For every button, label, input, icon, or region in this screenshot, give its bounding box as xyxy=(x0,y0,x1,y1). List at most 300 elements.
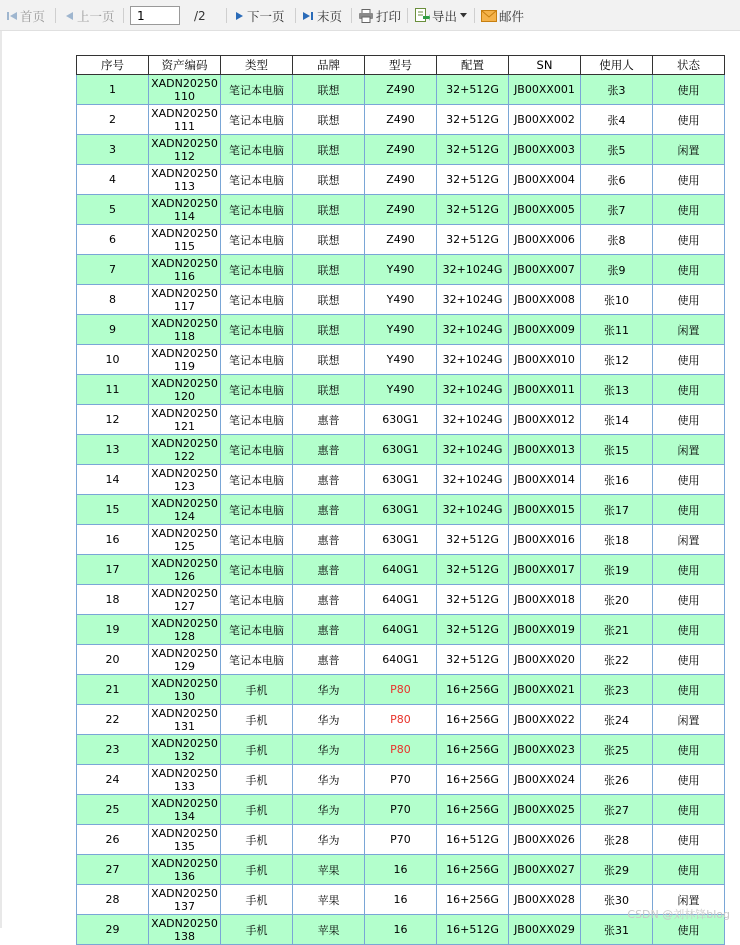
cell-sn: JB00XX001 xyxy=(509,75,581,105)
table-row xyxy=(77,825,725,855)
cell-brand: 苹果 xyxy=(293,915,365,945)
cell-model: 630G1 xyxy=(365,495,437,525)
cell-model: P70 xyxy=(365,765,437,795)
cell-status: 使用 xyxy=(653,405,725,435)
cell-model: Z490 xyxy=(365,195,437,225)
cell-config: 32+1024G xyxy=(437,285,509,315)
cell-model: Y490 xyxy=(365,315,437,345)
cell-sn: JB00XX005 xyxy=(509,195,581,225)
column-header-user: 使用人 xyxy=(581,56,653,75)
cell-model: Z490 xyxy=(365,135,437,165)
cell-config: 32+512G xyxy=(437,615,509,645)
cell-config: 32+512G xyxy=(437,645,509,675)
cell-config: 32+1024G xyxy=(437,435,509,465)
cell-status: 使用 xyxy=(653,495,725,525)
cell-sn: JB00XX024 xyxy=(509,765,581,795)
cell-asset-code: XADN20250110 xyxy=(149,75,221,105)
cell-type: 笔记本电脑 xyxy=(221,585,293,615)
cell-model: Z490 xyxy=(365,165,437,195)
cell-model: 16 xyxy=(365,885,437,915)
cell-config: 16+256G xyxy=(437,735,509,765)
cell-type: 笔记本电脑 xyxy=(221,105,293,135)
table-row xyxy=(77,435,725,465)
cell-model: Z490 xyxy=(365,75,437,105)
cell-brand: 华为 xyxy=(293,735,365,765)
cell-user: 张25 xyxy=(581,735,653,765)
cell-brand: 联想 xyxy=(293,135,365,165)
cell-type: 笔记本电脑 xyxy=(221,495,293,525)
cell-config: 32+512G xyxy=(437,105,509,135)
table-row xyxy=(77,195,725,225)
cell-type: 笔记本电脑 xyxy=(221,375,293,405)
cell-sn: JB00XX021 xyxy=(509,675,581,705)
cell-user: 张15 xyxy=(581,435,653,465)
cell-brand: 华为 xyxy=(293,675,365,705)
cell-user: 张22 xyxy=(581,645,653,675)
cell-asset-code: XADN20250118 xyxy=(149,315,221,345)
cell-sn: JB00XX020 xyxy=(509,645,581,675)
cell-type: 笔记本电脑 xyxy=(221,165,293,195)
cell-brand: 苹果 xyxy=(293,855,365,885)
table-row xyxy=(77,405,725,435)
cell-asset-code: XADN20250136 xyxy=(149,855,221,885)
table-row xyxy=(77,75,725,105)
cell-user: 张20 xyxy=(581,585,653,615)
cell-brand: 华为 xyxy=(293,765,365,795)
cell-status: 使用 xyxy=(653,675,725,705)
last-page-button[interactable] xyxy=(302,0,342,31)
cell-brand: 惠普 xyxy=(293,615,365,645)
cell-brand: 华为 xyxy=(293,825,365,855)
cell-sn: JB00XX014 xyxy=(509,465,581,495)
cell-sn: JB00XX008 xyxy=(509,285,581,315)
cell-brand: 华为 xyxy=(293,795,365,825)
cell-asset-code: XADN20250111 xyxy=(149,105,221,135)
cell-sn: JB00XX003 xyxy=(509,135,581,165)
cell-config: 32+1024G xyxy=(437,405,509,435)
mail-label: 邮件 xyxy=(499,8,525,24)
export-dropdown-button[interactable] xyxy=(414,0,469,31)
table-row xyxy=(77,315,725,345)
cell-sn: JB00XX029 xyxy=(509,915,581,945)
cell-status: 使用 xyxy=(653,585,725,615)
column-header-model: 型号 xyxy=(365,56,437,75)
cell-seq: 10 xyxy=(77,345,149,375)
cell-model: P80 xyxy=(365,675,437,705)
cell-user: 张28 xyxy=(581,825,653,855)
cell-config: 16+256G xyxy=(437,705,509,735)
cell-sn: JB00XX011 xyxy=(509,375,581,405)
cell-seq: 23 xyxy=(77,735,149,765)
cell-seq: 9 xyxy=(77,315,149,345)
cell-type: 笔记本电脑 xyxy=(221,195,293,225)
cell-config: 16+256G xyxy=(437,885,509,915)
cell-status: 使用 xyxy=(653,645,725,675)
cell-sn: JB00XX016 xyxy=(509,525,581,555)
cell-config: 16+256G xyxy=(437,675,509,705)
page-total: /2 xyxy=(194,8,206,23)
cell-config: 32+512G xyxy=(437,195,509,225)
cell-asset-code: XADN20250125 xyxy=(149,525,221,555)
cell-seq: 19 xyxy=(77,615,149,645)
table-row xyxy=(77,675,725,705)
cell-type: 笔记本电脑 xyxy=(221,225,293,255)
cell-asset-code: XADN20250131 xyxy=(149,705,221,735)
column-header-brand: 品牌 xyxy=(293,56,365,75)
cell-type: 笔记本电脑 xyxy=(221,405,293,435)
cell-status: 使用 xyxy=(653,855,725,885)
cell-type: 笔记本电脑 xyxy=(221,615,293,645)
cell-user: 张31 xyxy=(581,915,653,945)
toolbar-separator xyxy=(226,8,227,23)
cell-type: 笔记本电脑 xyxy=(221,285,293,315)
cell-user: 张4 xyxy=(581,105,653,135)
cell-seq: 16 xyxy=(77,525,149,555)
cell-status: 使用 xyxy=(653,225,725,255)
cell-model: P70 xyxy=(365,825,437,855)
cell-model: P80 xyxy=(365,735,437,765)
mail-icon xyxy=(481,10,497,22)
cell-asset-code: XADN20250124 xyxy=(149,495,221,525)
cell-seq: 27 xyxy=(77,855,149,885)
column-header-status: 状态 xyxy=(653,56,725,75)
cell-brand: 联想 xyxy=(293,375,365,405)
cell-user: 张29 xyxy=(581,855,653,885)
cell-user: 张11 xyxy=(581,315,653,345)
table-row xyxy=(77,135,725,165)
cell-status: 使用 xyxy=(653,255,725,285)
cell-user: 张16 xyxy=(581,465,653,495)
cell-sn: JB00XX012 xyxy=(509,405,581,435)
cell-user: 张27 xyxy=(581,795,653,825)
column-header-type: 类型 xyxy=(221,56,293,75)
first-page-label: 首页 xyxy=(20,8,46,24)
last-page-label: 末页 xyxy=(317,8,343,24)
cell-model: P80 xyxy=(365,705,437,735)
table-row xyxy=(77,705,725,735)
cell-seq: 7 xyxy=(77,255,149,285)
table-row xyxy=(77,735,725,765)
cell-model: 630G1 xyxy=(365,465,437,495)
cell-seq: 15 xyxy=(77,495,149,525)
toolbar-separator xyxy=(295,8,296,23)
cell-user: 张14 xyxy=(581,405,653,435)
print-label: 打印 xyxy=(376,8,402,24)
table-row xyxy=(77,465,725,495)
toolbar-separator xyxy=(407,8,408,23)
cell-user: 张23 xyxy=(581,675,653,705)
cell-brand: 惠普 xyxy=(293,525,365,555)
cell-model: 640G1 xyxy=(365,615,437,645)
cell-config: 32+1024G xyxy=(437,375,509,405)
cell-asset-code: XADN20250134 xyxy=(149,795,221,825)
cell-status: 闲置 xyxy=(653,705,725,735)
table-row xyxy=(77,585,725,615)
cell-asset-code: XADN20250120 xyxy=(149,375,221,405)
cell-status: 闲置 xyxy=(653,885,725,915)
cell-user: 张6 xyxy=(581,165,653,195)
cell-type: 手机 xyxy=(221,675,293,705)
cell-seq: 21 xyxy=(77,675,149,705)
cell-user: 张26 xyxy=(581,765,653,795)
cell-status: 闲置 xyxy=(653,525,725,555)
cell-asset-code: XADN20250112 xyxy=(149,135,221,165)
cell-type: 笔记本电脑 xyxy=(221,645,293,675)
cell-brand: 联想 xyxy=(293,165,365,195)
cell-config: 16+256G xyxy=(437,765,509,795)
cell-sn: JB00XX018 xyxy=(509,585,581,615)
cell-user: 张5 xyxy=(581,135,653,165)
table-row xyxy=(77,225,725,255)
cell-status: 使用 xyxy=(653,765,725,795)
cell-model: 640G1 xyxy=(365,585,437,615)
cell-seq: 2 xyxy=(77,105,149,135)
cell-user: 张3 xyxy=(581,75,653,105)
cell-config: 32+512G xyxy=(437,135,509,165)
asset-table xyxy=(76,55,725,945)
cell-status: 使用 xyxy=(653,555,725,585)
cell-asset-code: XADN20250119 xyxy=(149,345,221,375)
cell-type: 笔记本电脑 xyxy=(221,465,293,495)
cell-sn: JB00XX010 xyxy=(509,345,581,375)
cell-status: 闲置 xyxy=(653,435,725,465)
cell-model: Y490 xyxy=(365,255,437,285)
cell-seq: 18 xyxy=(77,585,149,615)
cell-type: 笔记本电脑 xyxy=(221,135,293,165)
cell-brand: 惠普 xyxy=(293,495,365,525)
cell-seq: 25 xyxy=(77,795,149,825)
cell-brand: 华为 xyxy=(293,705,365,735)
cell-sn: JB00XX006 xyxy=(509,225,581,255)
printer-icon xyxy=(358,9,374,23)
cell-seq: 6 xyxy=(77,225,149,255)
cell-type: 手机 xyxy=(221,885,293,915)
cell-user: 张30 xyxy=(581,885,653,915)
table-row xyxy=(77,495,725,525)
cell-user: 张18 xyxy=(581,525,653,555)
cell-seq: 22 xyxy=(77,705,149,735)
table-row xyxy=(77,645,725,675)
cell-seq: 12 xyxy=(77,405,149,435)
cell-brand: 联想 xyxy=(293,75,365,105)
cell-config: 32+512G xyxy=(437,165,509,195)
next-page-button[interactable] xyxy=(234,0,285,31)
cell-status: 闲置 xyxy=(653,135,725,165)
cell-brand: 联想 xyxy=(293,285,365,315)
cell-asset-code: XADN20250129 xyxy=(149,645,221,675)
cell-asset-code: XADN20250133 xyxy=(149,765,221,795)
cell-seq: 29 xyxy=(77,915,149,945)
cell-seq: 1 xyxy=(77,75,149,105)
prev-page-button[interactable] xyxy=(64,0,115,31)
toolbar-separator xyxy=(55,8,56,23)
cell-brand: 惠普 xyxy=(293,435,365,465)
table-row xyxy=(77,855,725,885)
cell-type: 笔记本电脑 xyxy=(221,525,293,555)
cell-sn: JB00XX026 xyxy=(509,825,581,855)
cell-config: 32+1024G xyxy=(437,315,509,345)
cell-model: 630G1 xyxy=(365,525,437,555)
cell-asset-code: XADN20250117 xyxy=(149,285,221,315)
column-header-sn: SN xyxy=(509,56,581,75)
cell-type: 笔记本电脑 xyxy=(221,435,293,465)
cell-sn: JB00XX019 xyxy=(509,615,581,645)
cell-seq: 11 xyxy=(77,375,149,405)
next-page-icon xyxy=(234,10,245,22)
cell-model: Y490 xyxy=(365,375,437,405)
cell-model: Z490 xyxy=(365,105,437,135)
table-row xyxy=(77,555,725,585)
cell-config: 16+512G xyxy=(437,825,509,855)
cell-config: 32+1024G xyxy=(437,345,509,375)
cell-asset-code: XADN20250123 xyxy=(149,465,221,495)
toolbar-separator xyxy=(474,8,475,23)
mail-button[interactable] xyxy=(481,0,524,31)
cell-brand: 惠普 xyxy=(293,465,365,495)
cell-user: 张9 xyxy=(581,255,653,285)
cell-type: 笔记本电脑 xyxy=(221,255,293,285)
cell-status: 使用 xyxy=(653,345,725,375)
cell-brand: 联想 xyxy=(293,315,365,345)
cell-user: 张10 xyxy=(581,285,653,315)
cell-seq: 28 xyxy=(77,885,149,915)
cell-user: 张24 xyxy=(581,705,653,735)
first-page-icon xyxy=(6,10,18,22)
cell-status: 使用 xyxy=(653,285,725,315)
cell-asset-code: XADN20250128 xyxy=(149,615,221,645)
table-header-row xyxy=(77,56,725,75)
cell-type: 手机 xyxy=(221,765,293,795)
cell-seq: 13 xyxy=(77,435,149,465)
cell-type: 手机 xyxy=(221,825,293,855)
cell-brand: 惠普 xyxy=(293,585,365,615)
cell-sn: JB00XX022 xyxy=(509,705,581,735)
cell-config: 32+1024G xyxy=(437,255,509,285)
cell-user: 张17 xyxy=(581,495,653,525)
cell-type: 笔记本电脑 xyxy=(221,345,293,375)
cell-asset-code: XADN20250130 xyxy=(149,675,221,705)
cell-brand: 联想 xyxy=(293,255,365,285)
table-row xyxy=(77,105,725,135)
table-row xyxy=(77,375,725,405)
watermark: CSDN @刘林锋blog xyxy=(627,908,730,921)
cell-status: 闲置 xyxy=(653,315,725,345)
cell-asset-code: XADN20250138 xyxy=(149,915,221,945)
report-viewport[interactable] xyxy=(0,31,740,943)
cell-type: 笔记本电脑 xyxy=(221,75,293,105)
cell-config: 16+256G xyxy=(437,855,509,885)
cell-sn: JB00XX023 xyxy=(509,735,581,765)
report-toolbar xyxy=(0,0,740,31)
cell-seq: 14 xyxy=(77,465,149,495)
cell-model: 630G1 xyxy=(365,435,437,465)
print-button[interactable] xyxy=(358,0,401,31)
table-row xyxy=(77,255,725,285)
cell-model: 16 xyxy=(365,855,437,885)
cell-model: Y490 xyxy=(365,285,437,315)
page-number-input[interactable] xyxy=(130,6,180,25)
caret-down-icon xyxy=(460,13,467,18)
cell-brand: 联想 xyxy=(293,225,365,255)
cell-asset-code: XADN20250127 xyxy=(149,585,221,615)
cell-asset-code: XADN20250116 xyxy=(149,255,221,285)
cell-config: 32+512G xyxy=(437,225,509,255)
cell-config: 32+512G xyxy=(437,555,509,585)
cell-config: 32+1024G xyxy=(437,495,509,525)
cell-asset-code: XADN20250115 xyxy=(149,225,221,255)
cell-seq: 5 xyxy=(77,195,149,225)
cell-type: 手机 xyxy=(221,915,293,945)
cell-seq: 26 xyxy=(77,825,149,855)
cell-brand: 苹果 xyxy=(293,885,365,915)
cell-status: 使用 xyxy=(653,465,725,495)
cell-config: 32+512G xyxy=(437,585,509,615)
cell-model: 640G1 xyxy=(365,645,437,675)
cell-asset-code: XADN20250121 xyxy=(149,405,221,435)
cell-sn: JB00XX015 xyxy=(509,495,581,525)
cell-config: 16+256G xyxy=(437,795,509,825)
cell-type: 手机 xyxy=(221,855,293,885)
cell-brand: 联想 xyxy=(293,195,365,225)
cell-type: 笔记本电脑 xyxy=(221,315,293,345)
cell-status: 使用 xyxy=(653,825,725,855)
cell-model: Z490 xyxy=(365,225,437,255)
cell-asset-code: XADN20250132 xyxy=(149,735,221,765)
cell-status: 使用 xyxy=(653,735,725,765)
first-page-button[interactable] xyxy=(6,0,45,31)
table-row xyxy=(77,765,725,795)
cell-seq: 20 xyxy=(77,645,149,675)
prev-page-label: 上一页 xyxy=(77,8,115,24)
cell-brand: 惠普 xyxy=(293,645,365,675)
cell-user: 张8 xyxy=(581,225,653,255)
table-row xyxy=(77,795,725,825)
cell-model: 630G1 xyxy=(365,405,437,435)
prev-page-icon xyxy=(64,10,75,22)
cell-brand: 联想 xyxy=(293,345,365,375)
column-header-seq: 序号 xyxy=(77,56,149,75)
cell-brand: 联想 xyxy=(293,105,365,135)
cell-model: 640G1 xyxy=(365,555,437,585)
export-label: 导出 xyxy=(432,8,458,24)
cell-config: 32+512G xyxy=(437,525,509,555)
next-page-label: 下一页 xyxy=(247,8,285,24)
cell-user: 张21 xyxy=(581,615,653,645)
cell-asset-code: XADN20250137 xyxy=(149,885,221,915)
cell-sn: JB00XX017 xyxy=(509,555,581,585)
cell-config: 32+512G xyxy=(437,75,509,105)
cell-sn: JB00XX009 xyxy=(509,315,581,345)
cell-status: 使用 xyxy=(653,375,725,405)
cell-user: 张12 xyxy=(581,345,653,375)
cell-status: 使用 xyxy=(653,75,725,105)
cell-brand: 惠普 xyxy=(293,555,365,585)
table-row xyxy=(77,165,725,195)
cell-config: 16+512G xyxy=(437,915,509,945)
cell-sn: JB00XX013 xyxy=(509,435,581,465)
cell-seq: 3 xyxy=(77,135,149,165)
cell-asset-code: XADN20250122 xyxy=(149,435,221,465)
column-header-config: 配置 xyxy=(437,56,509,75)
cell-sn: JB00XX027 xyxy=(509,855,581,885)
cell-status: 使用 xyxy=(653,165,725,195)
cell-config: 32+1024G xyxy=(437,465,509,495)
cell-model: 16 xyxy=(365,915,437,945)
cell-sn: JB00XX028 xyxy=(509,885,581,915)
cell-seq: 4 xyxy=(77,165,149,195)
cell-model: P70 xyxy=(365,795,437,825)
cell-status: 使用 xyxy=(653,105,725,135)
